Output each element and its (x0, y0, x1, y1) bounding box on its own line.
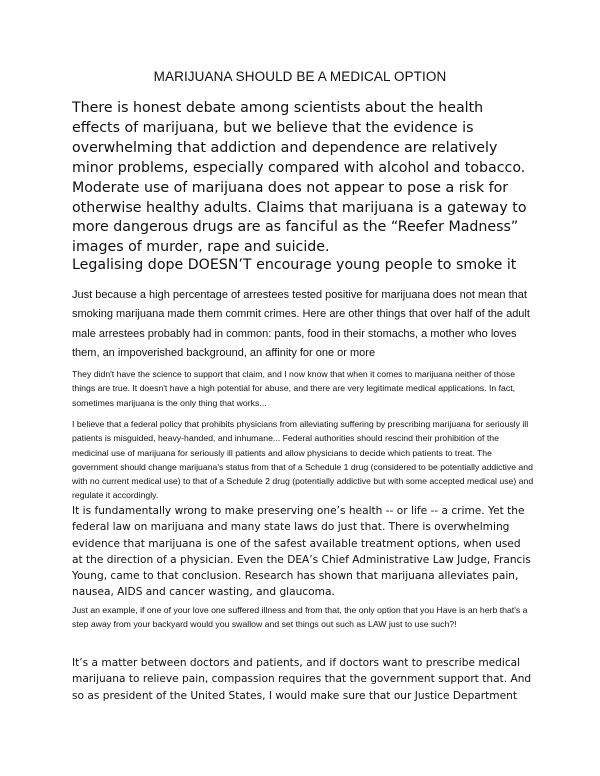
example-paragraph: Just an example, if one of your love one suffered illness and from that, the only option that you Have is an herb that's a step away from your backyard would you swallow and set things out such as LAW just to use such?! (72, 605, 528, 630)
arrestees-paragraph: Just because a high percentage of arrestees tested positive for marijuana does not mean that smoking marijuana made them commit crimes. Here are other things that over half of the adult male arrestees probably had in common: pants, food in their stomachs, a mother who loves them, an impoverished background, an affinity for one or more (72, 289, 530, 359)
president-paragraph: It’s a matter between doctors and patients, and if doctors want to prescribe medical marijuana to relieve pain, compassion requires that the government support that. And so as president of the United States, I would make sure that our Justice Department (72, 657, 532, 702)
document-title: MARIJUANA SHOULD BE A MEDICAL OPTION (153, 69, 447, 84)
federal-policy-paragraph: I believe that a federal policy that prohibits physicians from alleviating suffering by prescribing marijuana for seriously ill patients is misguided, heavy-handed, and inhumane... Federal authorities should rescind their prohibition of the medicinal use of marijuana for seriously ill patients and allow physicians to decide which patients to treat. The government should change marijuana's status from that of a Schedule 1 drug (considered to be potentially addictive and with no current medical use) to that of a Schedule 2 drug (potentially addictive but with some accepted medical use) and regulate it accordingly. (72, 419, 534, 501)
science-quote-paragraph: They didn't have the science to support that claim, and I now know that when it comes to marijuana neither of those things are true. It doesn't have a high potential for abuse, and there are very legitimate medical applications. In fact, sometimes marijuana is the only thing that works... (72, 369, 516, 408)
intro-paragraph: There is honest debate among scientists about the health effects of marijuana, but we believe that the evidence is overwhelming that addiction and dependence are relatively minor problems, especially compared with alcohol and tobacco. Moderate use of marijuana does not appear to pose a risk for otherwise healthy adults. Claims that marijuana is a gateway to more dangerous drugs are as fanciful as the “Reefer Madness” images of murder, rape and suicide. (72, 100, 527, 256)
section-subheading: Legalising dope DOESN’T encourage young people to smoke it (72, 257, 517, 273)
dea-paragraph: It is fundamentally wrong to make preserving one’s health -- or life -- a crime. Yet the federal law on marijuana and many state laws do just that. There is overwhelming evidence that marijuana is one of the safest available treatment options, when used at the direction of a physician. Even the DEA’s Chief Administrative Law Judge, Francis Young, came to that conclusion. Research has shown that marijuana alleviates pain, nausea, AIDS and cancer wasting, and glaucoma. (72, 505, 531, 599)
